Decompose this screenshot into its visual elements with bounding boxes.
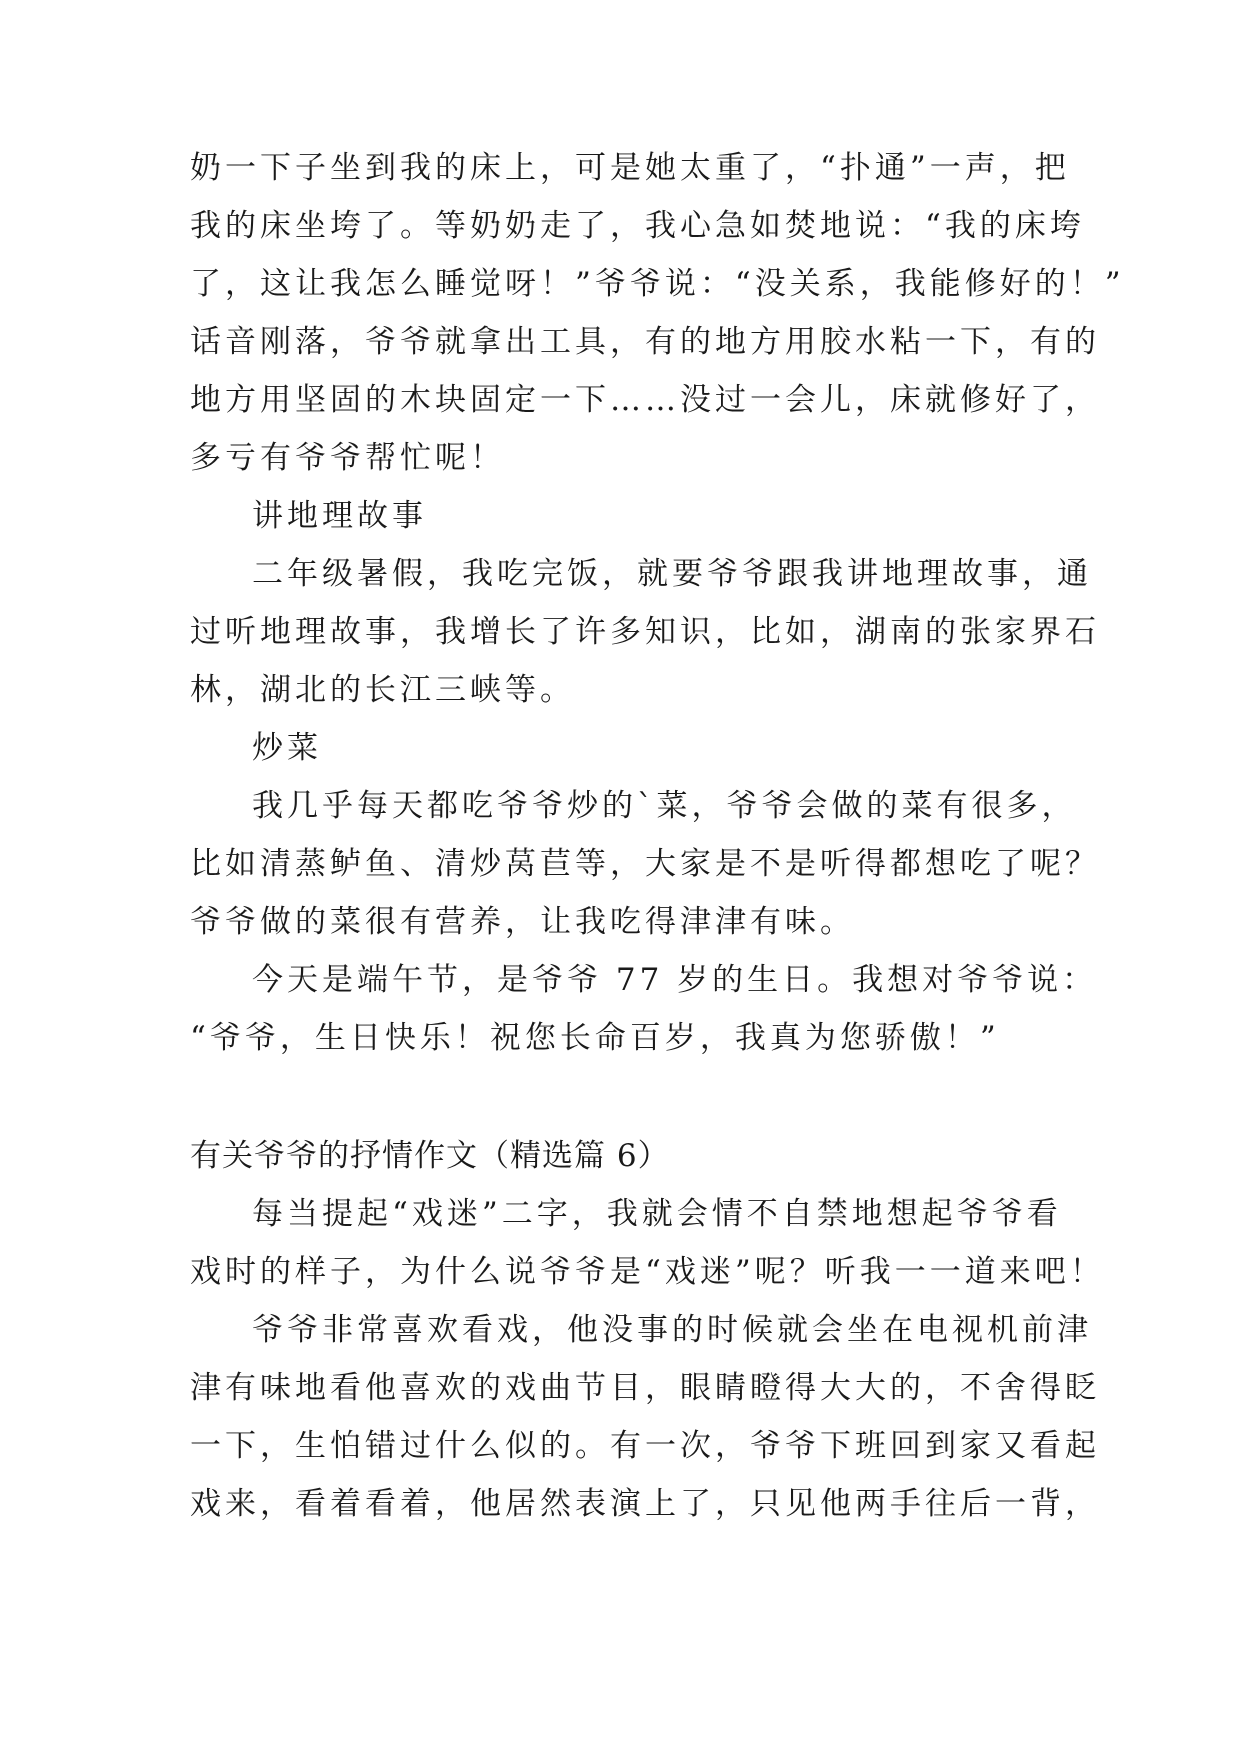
text-line: 话音刚落，爷爷就拿出工具，有的地方用胶水粘一下，有的 xyxy=(190,324,1100,360)
text-line: 多亏有爷爷帮忙呢！ xyxy=(190,440,505,476)
text-line: 爷爷非常喜欢看戏，他没事的时候就会坐在电视机前津 xyxy=(252,1312,1092,1348)
text-line: 比如清蒸鲈鱼、清炒莴苣等，大家是不是听得都想吃了呢？ xyxy=(190,846,1100,882)
text-line: 地方用坚固的木块固定一下……没过一会儿，床就修好了， xyxy=(190,382,1100,418)
text-line: 爷爷做的菜很有营养，让我吃得津津有味。 xyxy=(190,904,855,940)
text-line: 津有味地看他喜欢的戏曲节目，眼睛瞪得大大的，不舍得眨 xyxy=(190,1370,1100,1406)
article-title: 有关爷爷的抒情作文（精选篇 6） xyxy=(190,1138,670,1174)
text-line: 林，湖北的长江三峡等。 xyxy=(190,672,575,708)
text-line: 每当提起“戏迷”二字，我就会情不自禁地想起爷爷看 xyxy=(252,1196,1062,1232)
section-heading: 讲地理故事 xyxy=(252,498,427,534)
text-line: 我几乎每天都吃爷爷炒的`菜，爷爷会做的菜有很多， xyxy=(252,788,1077,824)
text-line: 了，这让我怎么睡觉呀！”爷爷说：“没关系，我能修好的！” xyxy=(190,266,1125,302)
text-line: 过听地理故事，我增长了许多知识，比如，湖南的张家界石 xyxy=(190,614,1100,650)
text-line: “爷爷，生日快乐！祝您长命百岁，我真为您骄傲！” xyxy=(190,1020,1000,1056)
text-line: 二年级暑假，我吃完饭，就要爷爷跟我讲地理故事，通 xyxy=(252,556,1092,592)
text-line: 今天是端午节，是爷爷 77 岁的生日。我想对爷爷说： xyxy=(252,962,1098,998)
text-line: 戏来，看着看着，他居然表演上了，只见他两手往后一背， xyxy=(190,1486,1100,1522)
text-line: 戏时的样子，为什么说爷爷是“戏迷”呢？听我一一道来吧！ xyxy=(190,1254,1105,1290)
section-heading: 炒菜 xyxy=(252,730,322,766)
text-line: 一下，生怕错过什么似的。有一次，爷爷下班回到家又看起 xyxy=(190,1428,1100,1464)
text-line: 我的床坐垮了。等奶奶走了，我心急如焚地说：“我的床垮 xyxy=(190,208,1085,244)
text-line: 奶一下子坐到我的床上，可是她太重了，“扑通”一声，把 xyxy=(190,150,1070,186)
